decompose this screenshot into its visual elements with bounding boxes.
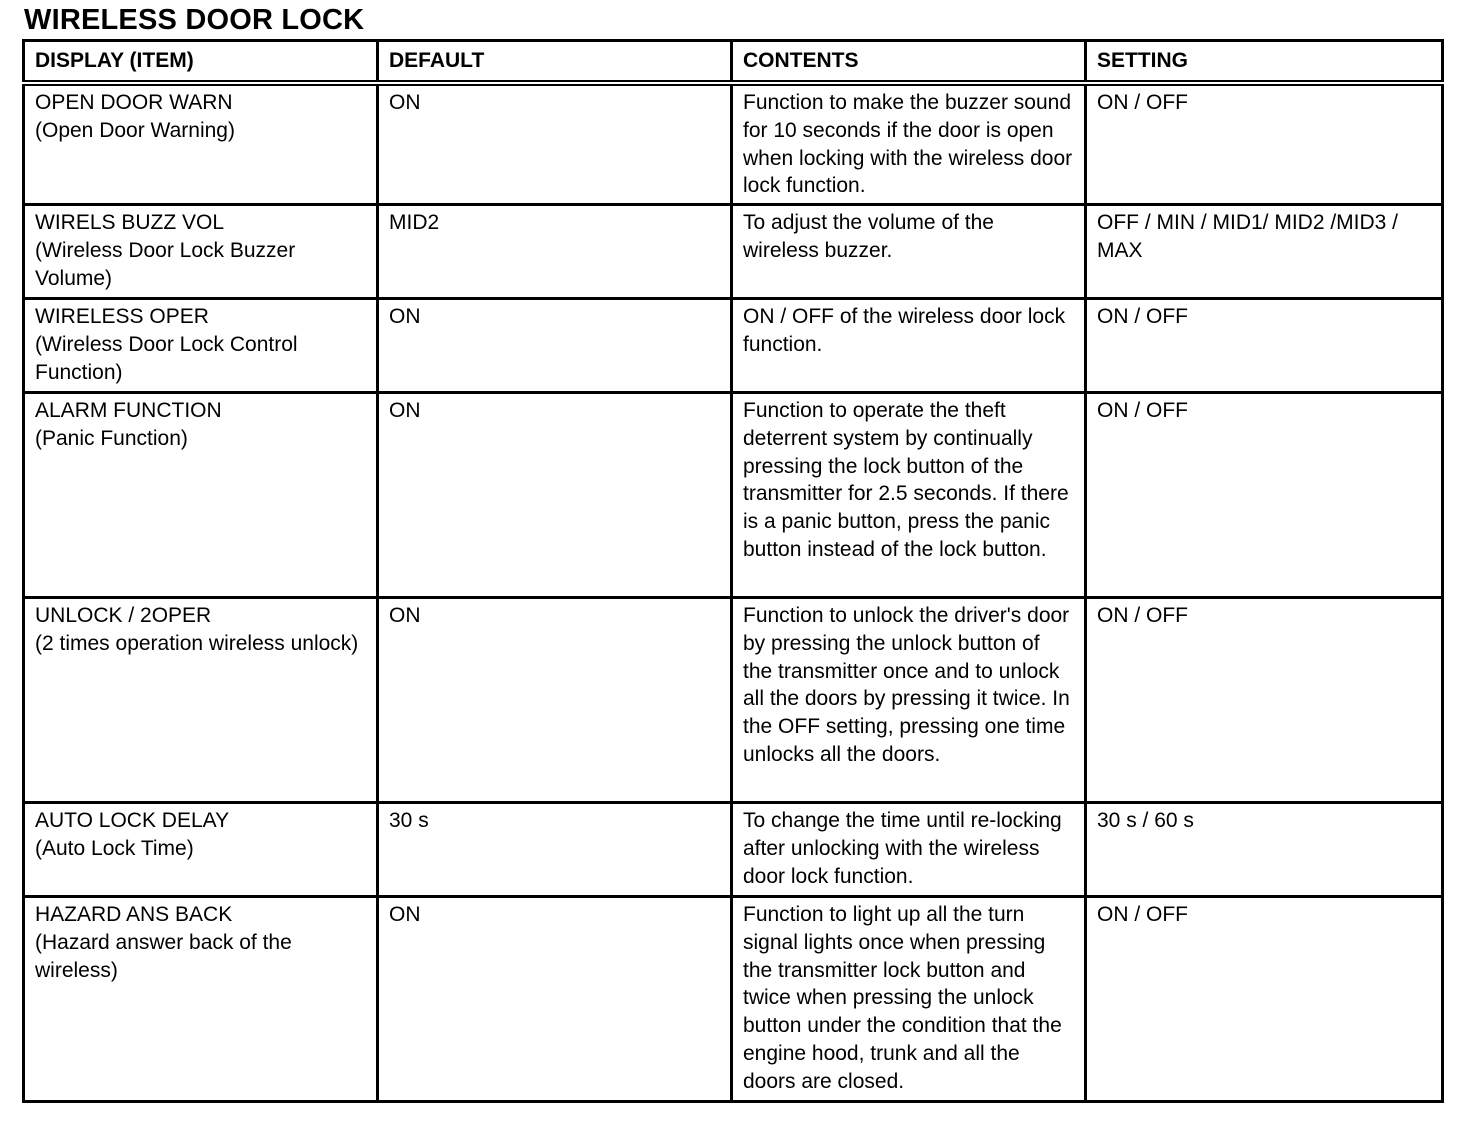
header-setting: SETTING xyxy=(1086,41,1443,84)
page-title: WIRELESS DOOR LOCK xyxy=(24,4,365,36)
contents-cell: To change the time until re-locking after unlocking with the wireless door lock function. xyxy=(732,803,1086,897)
setting-cell: ON / OFF xyxy=(1086,897,1443,1102)
display-description: (Hazard answer back of the wireless) xyxy=(35,930,292,982)
display-item-cell xyxy=(24,803,378,897)
display-item-cell xyxy=(24,897,378,1102)
contents-cell: Function to operate the theft deterrent system by continually pressing the lock button of the transmitter for 2.5 seconds. If there is a panic button, press the panic button instead of the lock button. xyxy=(732,393,1086,598)
setting-cell: ON / OFF xyxy=(1086,393,1443,598)
display-description: (Open Door Warning) xyxy=(35,118,235,142)
table-row xyxy=(24,393,1443,598)
table-row xyxy=(24,299,1443,393)
contents-cell: ON / OFF of the wireless door lock function. xyxy=(732,299,1086,393)
default-cell: ON xyxy=(378,897,732,1102)
contents-cell: Function to unlock the driver's door by pressing the unlock button of the transmitter once and to unlock all the doors by pressing it twice. In the OFF setting, pressing one time unlocks all the doors. xyxy=(732,598,1086,803)
table-row xyxy=(24,803,1443,897)
table-row xyxy=(24,205,1443,299)
default-cell: MID2 xyxy=(378,205,732,299)
contents-cell: Function to light up all the turn signal lights once when pressing the transmitter lock button and twice when pressing the unlock button under the condition that the engine hood, trunk and all the doors are closed. xyxy=(732,897,1086,1102)
display-code: OPEN DOOR WARN xyxy=(35,91,233,114)
setting-cell: ON / OFF xyxy=(1086,83,1443,205)
setting-cell: 30 s / 60 s xyxy=(1086,803,1443,897)
setting-cell: OFF / MIN / MID1/ MID2 /MID3 / MAX xyxy=(1086,205,1443,299)
default-cell: ON xyxy=(378,393,732,598)
display-code: AUTO LOCK DELAY xyxy=(35,809,230,832)
display-item-cell xyxy=(24,205,378,299)
contents-cell: Function to make the buzzer sound for 10 seconds if the door is open when locking with the wireless door lock function. xyxy=(732,83,1086,205)
default-cell: 30 s xyxy=(378,803,732,897)
display-item-cell xyxy=(24,393,378,598)
display-description: (Auto Lock Time) xyxy=(35,836,194,860)
display-item-cell xyxy=(24,83,378,205)
display-item-cell xyxy=(24,299,378,393)
header-default: DEFAULT xyxy=(378,41,732,84)
setting-cell: ON / OFF xyxy=(1086,299,1443,393)
display-code: HAZARD ANS BACK xyxy=(35,903,233,926)
header-display-item: DISPLAY (ITEM) xyxy=(24,41,378,84)
contents-cell: To adjust the volume of the wireless buzzer. xyxy=(732,205,1086,299)
default-cell: ON xyxy=(378,83,732,205)
default-cell: ON xyxy=(378,299,732,393)
wireless-door-lock-table xyxy=(22,39,1444,1103)
table-header-row xyxy=(24,41,1443,84)
display-description: (Wireless Door Lock Buzzer Volume) xyxy=(35,238,296,290)
table-row xyxy=(24,598,1443,803)
setting-cell: ON / OFF xyxy=(1086,598,1443,803)
display-item-cell xyxy=(24,598,378,803)
display-description: (Panic Function) xyxy=(35,426,188,450)
display-description: (Wireless Door Lock Control Function) xyxy=(35,332,298,384)
header-contents: CONTENTS xyxy=(732,41,1086,84)
display-code: ALARM FUNCTION xyxy=(35,399,222,422)
table-row xyxy=(24,83,1443,205)
display-code: UNLOCK / 2OPER xyxy=(35,604,212,627)
display-description: (2 times operation wireless unlock) xyxy=(35,631,359,655)
display-code: WIRELS BUZZ VOL xyxy=(35,211,225,234)
default-cell: ON xyxy=(378,598,732,803)
display-code: WIRELESS OPER xyxy=(35,305,209,328)
table-row xyxy=(24,897,1443,1102)
